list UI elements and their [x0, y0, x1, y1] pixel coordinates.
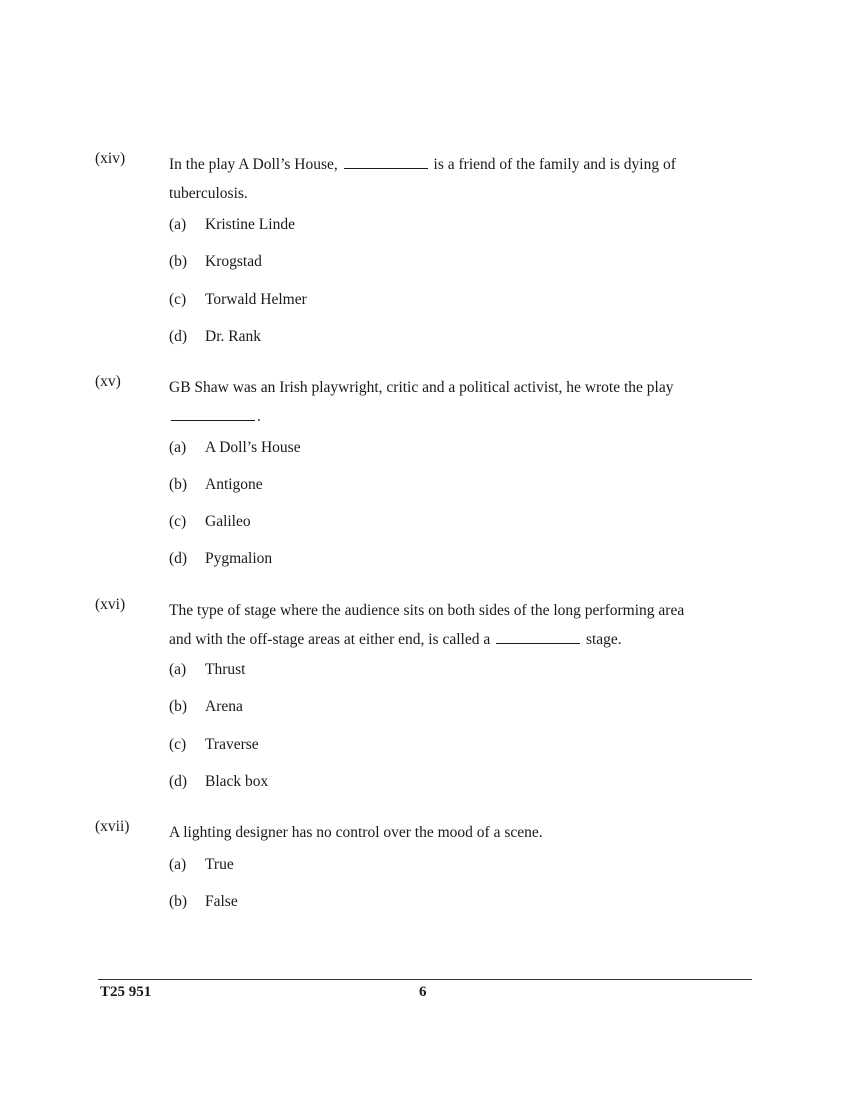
footer-divider [98, 979, 752, 980]
answer-blank [344, 156, 428, 169]
option-b: (b) Arena [169, 698, 243, 715]
option-a: (a) True [169, 856, 234, 873]
answer-blank [171, 408, 255, 421]
option-a: (a) Kristine Linde [169, 216, 295, 233]
option-c: (c) Torwald Helmer [169, 291, 307, 308]
option-b: (b) Krogstad [169, 253, 262, 270]
option-a: (a) A Doll’s House [169, 439, 301, 456]
option-b: (b) False [169, 893, 238, 910]
question-number: (xvii) [95, 818, 130, 835]
question-number: (xvi) [95, 596, 126, 613]
option-d: (d) Pygmalion [169, 550, 273, 567]
option-b: (b) Antigone [169, 476, 263, 493]
option-c: (c) Traverse [169, 736, 259, 753]
page-number: 6 [419, 984, 427, 1000]
question-number: (xiv) [95, 150, 126, 167]
paper-code: T25 951 [100, 984, 152, 1000]
question-text: GB Shaw was an Irish playwright, critic and a political activist, he wrote the play . [169, 379, 674, 425]
option-c: (c) Galileo [169, 513, 251, 530]
question-text: The type of stage where the audience sits on both sides of the long performing area and with the off-stage areas at either end, is called a stage. [169, 602, 685, 648]
answer-blank [496, 631, 580, 644]
question-number: (xv) [95, 373, 121, 390]
question-text: In the play A Doll’s House, is a friend of the family and is dying of tuberculosis. [169, 156, 676, 202]
option-a: (a) Thrust [169, 661, 246, 678]
option-d: (d) Black box [169, 773, 269, 790]
option-d: (d) Dr. Rank [169, 328, 261, 345]
question-text: A lighting designer has no control over the mood of a scene. [169, 824, 543, 841]
